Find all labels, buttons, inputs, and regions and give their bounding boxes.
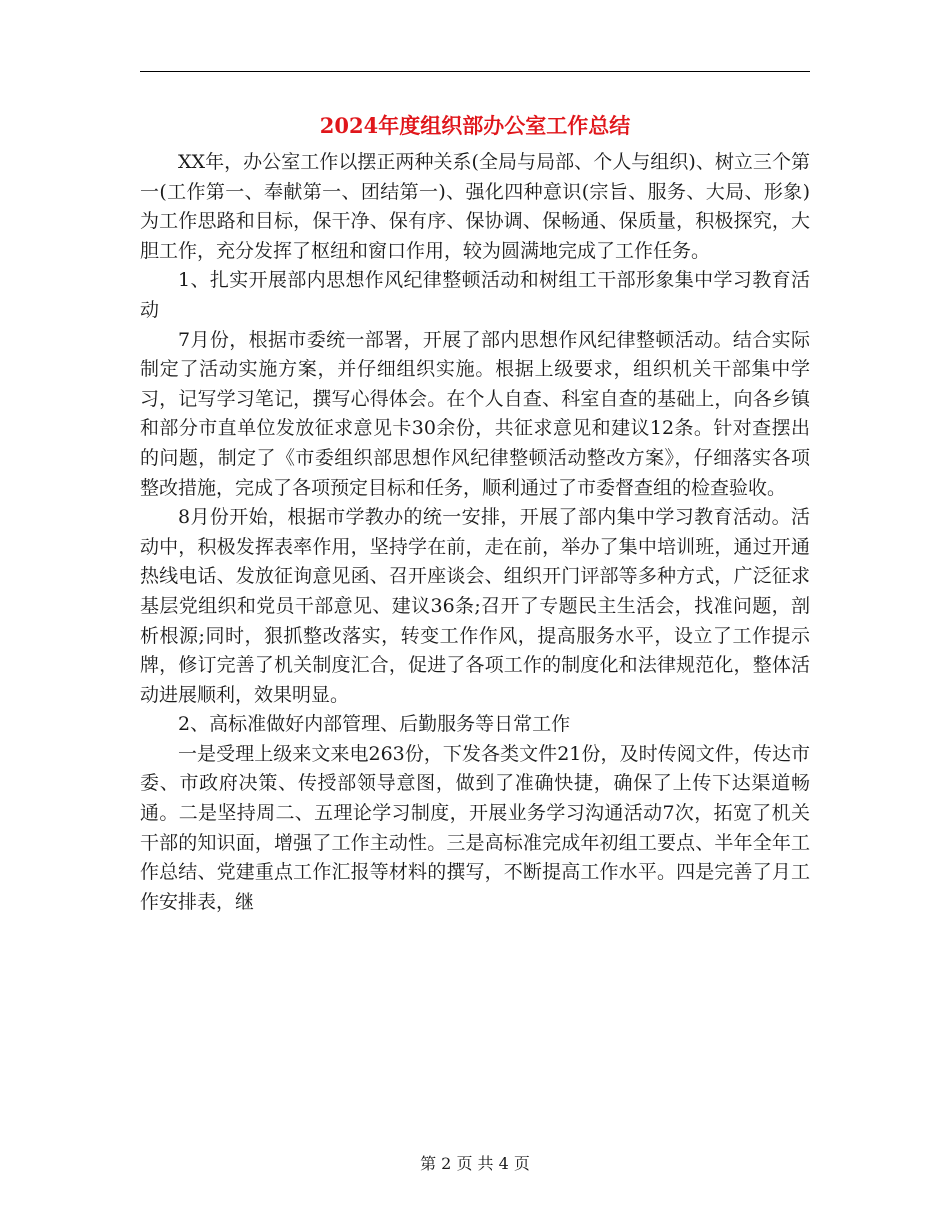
header-rule (140, 71, 810, 72)
paragraph-daily-work: 一是受理上级来文来电263份，下发各类文件21份，及时传阅文件，传达市委、市政府决策、传授部领导意图，做到了准确快捷，确保了上传下达渠道畅通。二是坚持周二、五理论学习制度，开展业务学习沟通活动7次，拓宽了机关干部的知识面，增强了工作主动性。三是高标准完成年初组工要点、半年全年工作总结、党建重点工作汇报等材料的撰写，不断提高工作水平。四是完善了月工作安排表，继 (140, 742, 810, 913)
section-heading-2: 2、高标准做好内部管理、后勤服务等日常工作 (178, 713, 571, 736)
paragraph-july-rectification: 7月份，根据市委统一部署，开展了部内思想作风纪律整顿活动。结合实际制定了活动实施方案，并仔细组织实施。根据上级要求，组织机关干部集中学习，记写学习笔记，撰写心得体会。在个人自查、科室自查的基础上，向各乡镇和部分市直单位发放征求意见卡30余份，共征求意见和建议12条。针对查摆出的问题，制定了《市委组织部思想作风纪律整顿活动整改方案》，仔细落实各项整改措施，完成了各项预定目标和任务，顺利通过了市委督查组的检查验收。 (140, 328, 810, 499)
page-number-footer: 第 2 页 共 4 页 (420, 1154, 530, 1173)
section-heading-1: 1、扎实开展部内思想作风纪律整顿活动和树组工干部形象集中学习教育活动 (140, 269, 810, 321)
paragraph-august-education: 8月份开始，根据市学教办的统一安排，开展了部内集中学习教育活动。活动中，积极发挥表率作用，坚持学在前，走在前，举办了集中培训班，通过开通热线电话、发放征询意见函、召开座谈会、组织开门评部等多种方式，广泛征求基层党组织和党员干部意见、建议36条;召开了专题民主生活会，找准问题，剖析根源;同时，狠抓整改落实，转变工作作风，提高服务水平，设立了工作提示牌，修订完善了机关制度汇合，促进了各项工作的制度化和法律规范化，整体活动进展顺利，效果明显。 (140, 506, 810, 706)
document-title: 2024年度组织部办公室工作总结 (319, 113, 631, 138)
paragraph-intro: XX年，办公室工作以摆正两种关系(全局与局部、个人与组织)、树立三个第一(工作第一、奉献第一、团结第一)、强化四种意识(宗旨、服务、大局、形象)为工作思路和目标，保干净、保有序、保协调、保畅通、保质量，积极探究，大胆工作，充分发挥了枢纽和窗口作用，较为圆满地完成了工作任务。 (140, 151, 810, 262)
document-body (140, 148, 810, 917)
